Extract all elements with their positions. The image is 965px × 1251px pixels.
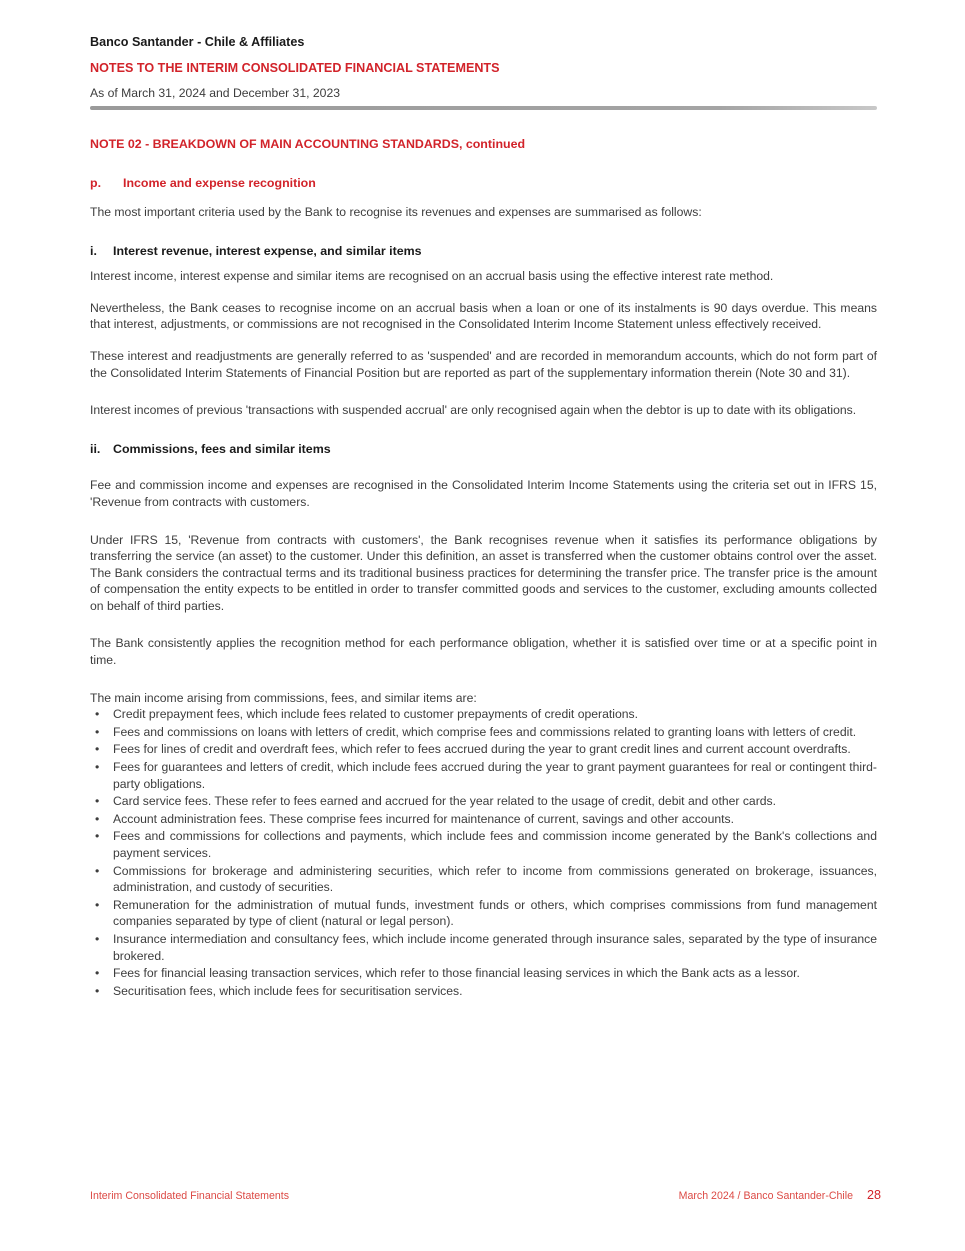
list-item <box>90 983 877 1000</box>
section-heading <box>90 175 877 192</box>
bullet-icon: • <box>95 760 100 775</box>
list-item <box>90 811 877 828</box>
section-title: Income and expense recognition <box>123 176 316 191</box>
fee-types-list <box>90 706 877 999</box>
list-item <box>90 724 877 741</box>
paragraph: Interest incomes of previous 'transactions with suspended accrual' are only recognised again when the debtor is up to date with its obligations. <box>90 403 857 418</box>
document-title: NOTES TO THE INTERIM CONSOLIDATED FINANCIAL STATEMENTS <box>90 60 500 75</box>
subsection-title: Commissions, fees and similar items <box>113 441 331 456</box>
list-item <box>90 793 877 810</box>
header-divider <box>90 106 877 110</box>
page-footer <box>90 1188 881 1202</box>
paragraph: Nevertheless, the Bank ceases to recognise income on an accrual basis when a loan or one of its instalments is 90 days overdue. This means that interest, adjustments, or commissions are not recognised in the Consolidated Interim Income Statement unless effectively received. <box>90 300 877 332</box>
list-item <box>90 931 877 964</box>
bullet-icon: • <box>95 829 100 844</box>
subsection-heading-ii <box>90 441 877 458</box>
list-item <box>90 863 877 896</box>
list-intro: The main income arising from commissions, fees, and similar items are: <box>90 690 477 705</box>
list-item-text: Securitisation fees, which include fees for securitisation services. <box>113 983 463 998</box>
bullet-icon: • <box>95 794 100 809</box>
list-item <box>90 965 877 982</box>
bullet-icon: • <box>95 724 100 739</box>
list-item-text: Account administration fees. These comprise fees incurred for maintenance of current, savings and other accounts. <box>113 811 734 826</box>
list-item-text: Fees for lines of credit and overdraft fees, which refer to fees accrued during the year to grant credit lines and current account overdrafts. <box>113 742 851 757</box>
paragraph: Fee and commission income and expenses are recognised in the Consolidated Interim Income Statements using the criteria set out in IFRS 15, 'Revenue from contracts with customers. <box>90 478 877 509</box>
list-item-text: Fees and commissions on loans with letters of credit, which comprise fees and commissions related to granting loans with letters of credit. <box>113 724 857 739</box>
paragraph: Under IFRS 15, 'Revenue from contracts with customers', the Bank recognises revenue when it satisfies its performance obligations by transferring the service (an asset) to the customer. Under this definition, an asset is transferred when the customer obtains control over the asset. The Bank considers the contractual terms and its traditional business practices for determining the transfer price. The transfer price is the amount of compensation the entity expects to be entitled in order to transfer committed goods and services to the customer, excluding amounts collected on behalf of third parties. <box>90 532 877 613</box>
bullet-icon: • <box>95 931 100 946</box>
footer-right <box>679 1188 881 1202</box>
bullet-icon: • <box>95 742 100 757</box>
page-number: 28 <box>866 1188 881 1202</box>
list-item <box>90 741 877 758</box>
bullet-icon: • <box>95 811 100 826</box>
footer-left-text: Interim Consolidated Financial Statements <box>90 1190 290 1202</box>
bullet-icon: • <box>95 966 100 981</box>
list-item <box>90 759 877 792</box>
list-item-text: Remuneration for the administration of mutual funds, investment funds or others, which comprises commissions from fund management companies separated by type of client (natural or legal person). <box>113 897 877 929</box>
paragraph: Interest income, interest expense and similar items are recognised on an accrual basis using the effective interest rate method. <box>90 269 774 284</box>
footer-right-text: March 2024 / Banco Santander-Chile <box>678 1190 853 1202</box>
bullet-icon: • <box>95 983 100 998</box>
list-item-text: Credit prepayment fees, which include fees related to customer prepayments of credit operations. <box>113 707 639 722</box>
section-letter: p. <box>90 176 102 191</box>
list-item <box>90 897 877 930</box>
bullet-icon: • <box>95 707 100 722</box>
paragraph: The Bank consistently applies the recognition method for each performance obligation, whether it is satisfied over time or at a specific point in time. <box>90 636 877 668</box>
list-item-text: Fees for financial leasing transaction services, which refer to those financial leasing services in which the Bank acts as a lessor. <box>113 966 800 981</box>
section-intro: The most important criteria used by the Bank to recognise its revenues and expenses are summarised as follows: <box>90 204 702 219</box>
subsection-heading-i <box>90 243 877 260</box>
list-item <box>90 706 877 723</box>
note-title: NOTE 02 - BREAKDOWN OF MAIN ACCOUNTING STANDARDS, continued <box>90 136 526 151</box>
list-item-text: Card service fees. These refer to fees earned and accrued for the year related to the usage of credit, debit and other cards. <box>113 794 777 809</box>
subsection-number: ii. <box>90 441 101 456</box>
company-name: Banco Santander - Chile & Affiliates <box>90 35 305 49</box>
document-header <box>90 34 877 110</box>
bullet-icon: • <box>95 897 100 912</box>
bullet-icon: • <box>95 863 100 878</box>
list-item-text: Fees and commissions for collections and payments, which include fees and commission income generated by the Bank's collections and payment services. <box>113 829 877 860</box>
date-line: As of March 31, 2024 and December 31, 2023 <box>90 86 340 101</box>
paragraph: These interest and readjustments are generally referred to as 'suspended' and are recorded in memorandum accounts, which do not form part of the Consolidated Interim Statements of Financial Position but are reported as part of the supplementary information therein (Note 30 and 31). <box>90 348 877 380</box>
list-item-text: Commissions for brokerage and administering securities, which refer to income from commissions generated on brokerage, issuances, administration, and custody of securities. <box>113 863 877 895</box>
list-item-text: Insurance intermediation and consultancy fees, which include income generated through insurance sales, separated by the type of insurance brokered. <box>113 931 877 963</box>
subsection-title: Interest revenue, interest expense, and similar items <box>113 243 422 258</box>
list-item <box>90 828 877 861</box>
list-item-text: Fees for guarantees and letters of credit, which include fees accrued during the year to grant payment guarantees for real or contingent third-party obligations. <box>113 760 877 791</box>
subsection-number: i. <box>90 243 97 258</box>
